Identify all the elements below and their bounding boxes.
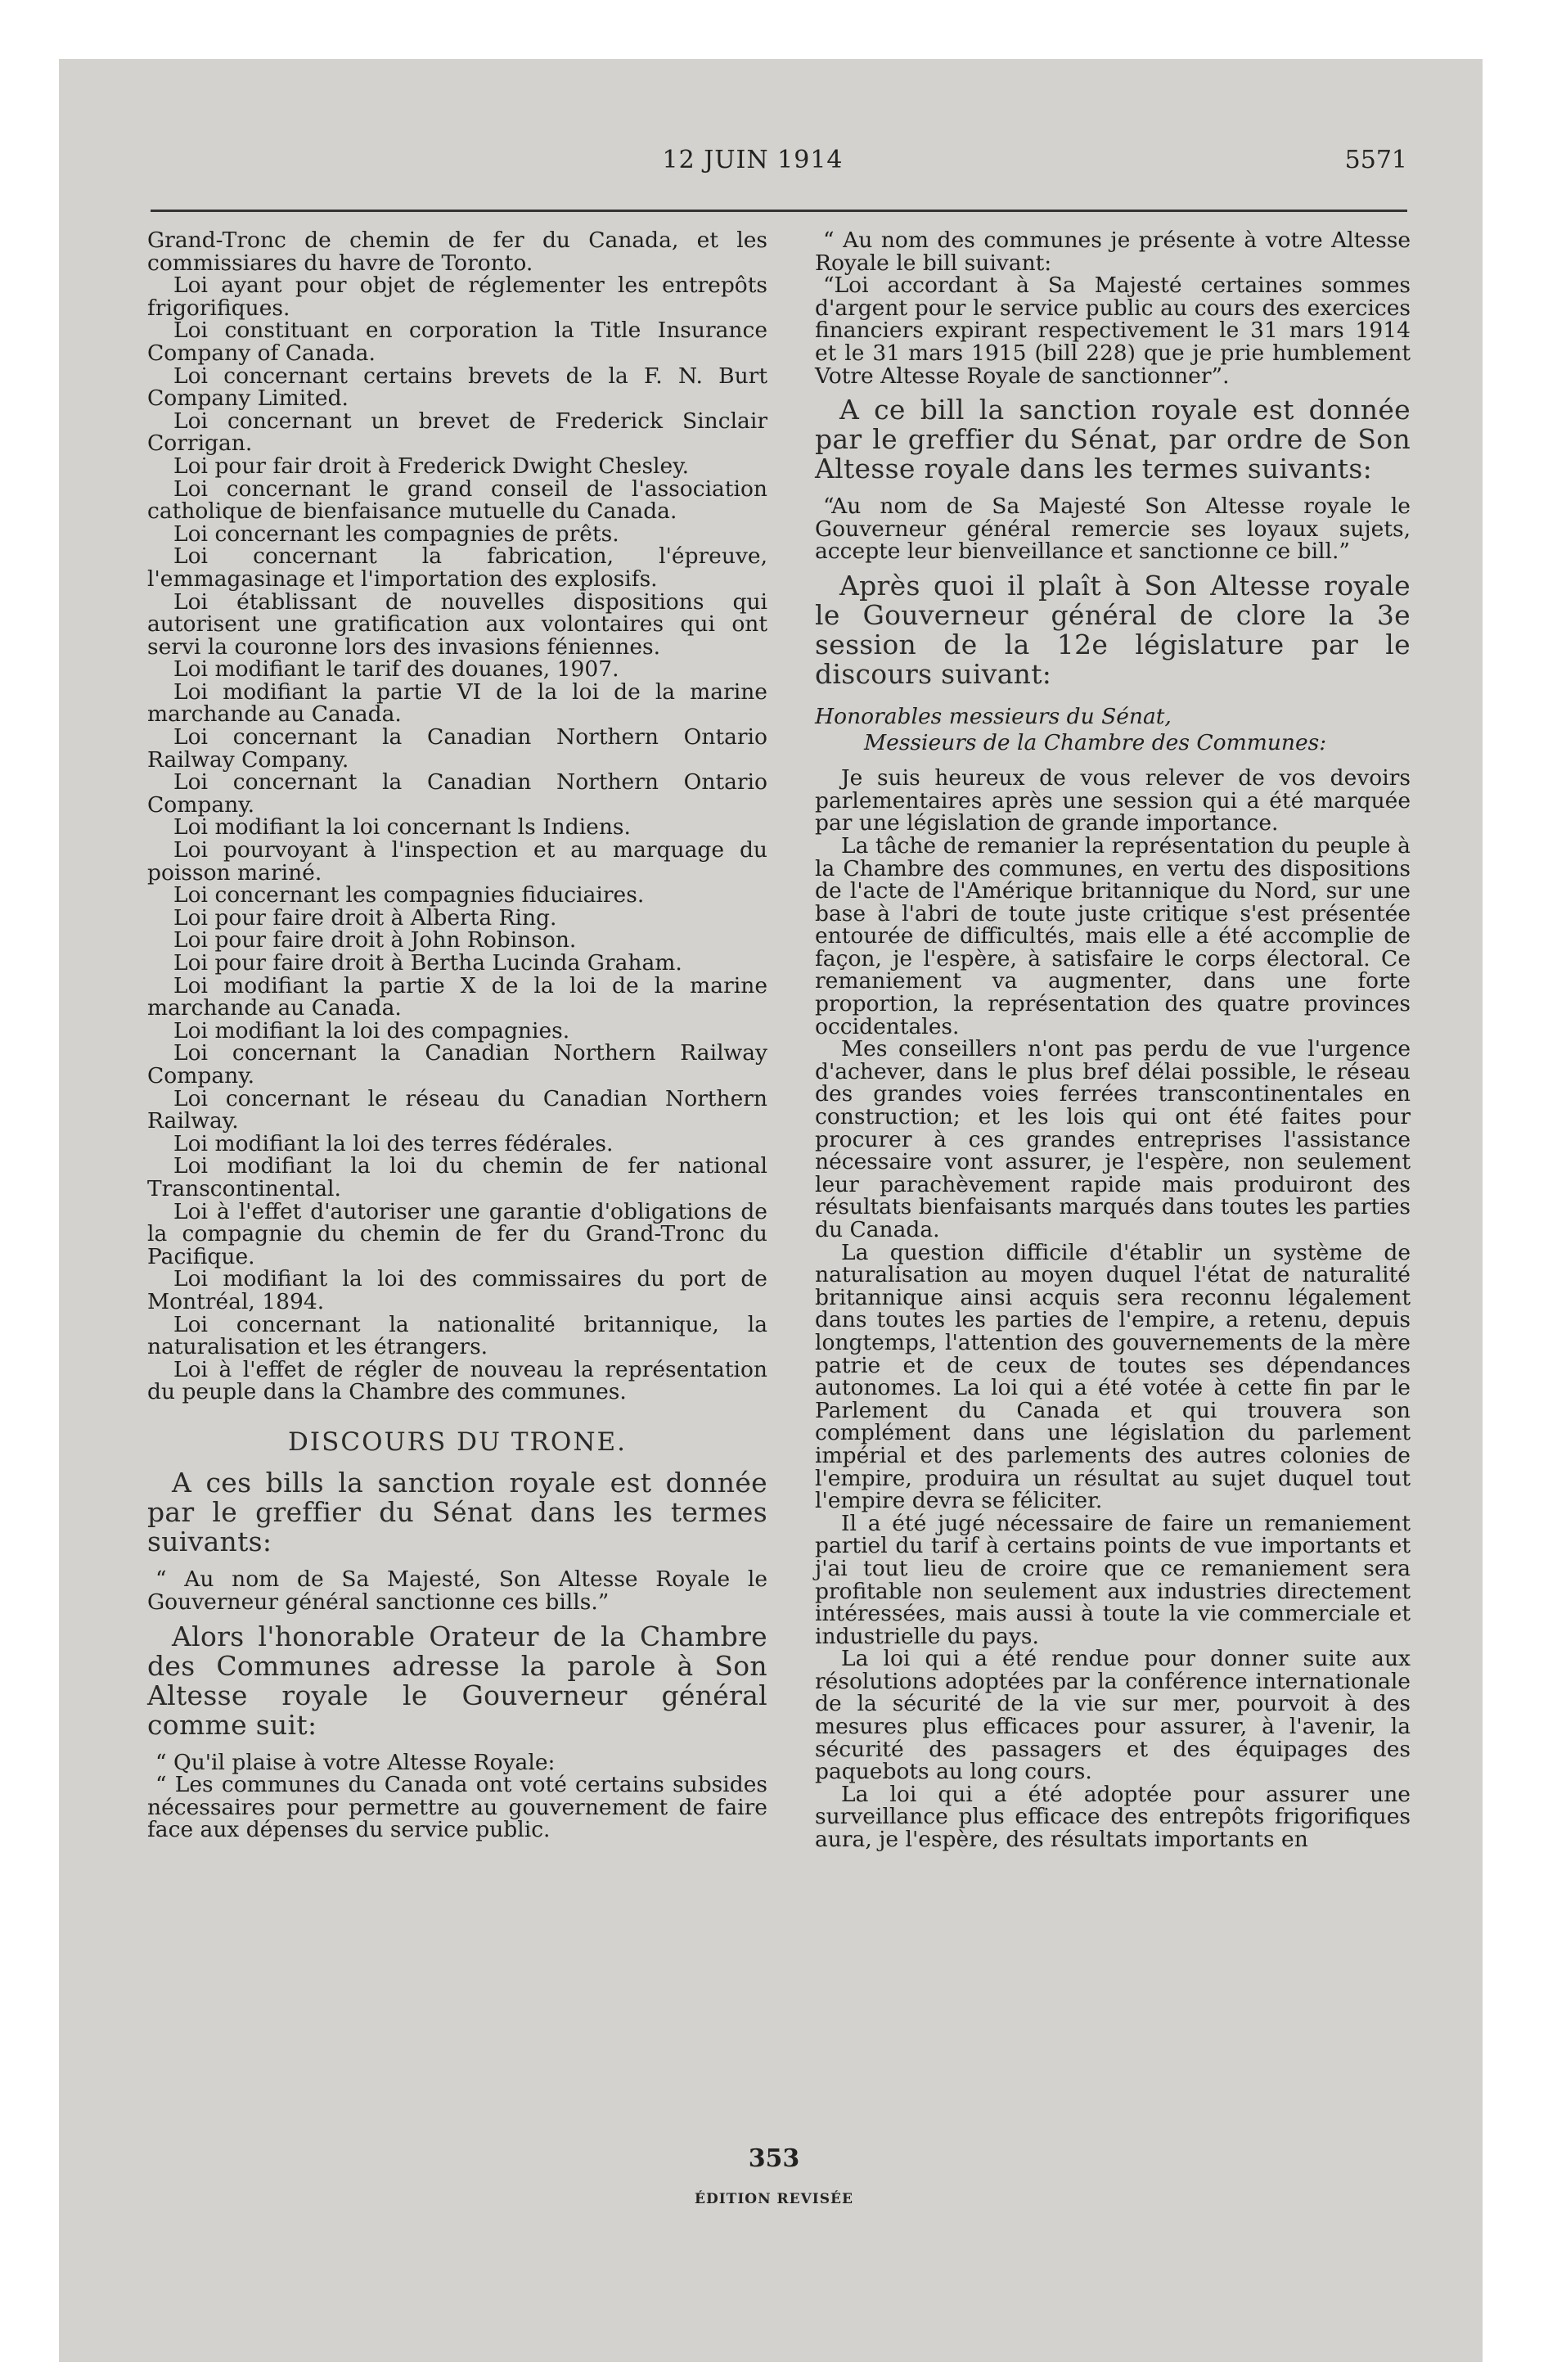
list-item: Loi constituant en corporation la Title Insurance Company of Canada.: [147, 318, 767, 366]
list-item: Loi concernant la Canadian Northern Railway Company.: [147, 1040, 767, 1089]
list-item: Loi concernant certains brevets de la F. N. Burt Company Limited.: [147, 363, 767, 412]
list-item: Loi modifiant la loi des terres fédérales.: [173, 1130, 614, 1156]
list-item: Loi pour faire droit à John Robinson.: [173, 927, 577, 953]
footer-edition: ÉDITION REVISÉE: [695, 2191, 853, 2207]
right-column: [815, 229, 1411, 1851]
list-item: Loi concernant les compagnies fiduciaires.: [173, 882, 645, 908]
sanction-quote: “ Au nom de Sa Majesté, Son Altesse Royale le Gouverneur général sanctionne ces bills.”: [147, 1566, 767, 1616]
list-item: Loi pour faire droit à Bertha Lucinda Graham.: [173, 950, 682, 976]
list-item: Loi modifiant la loi du chemin de fer national Transcontinental.: [147, 1153, 767, 1201]
speech-paragraph: La loi qui a été rendue pour donner suite aux résolutions adoptées par la conférence internationale de la sécurité de la vie sur mer, pourvoit à des mesures plus efficaces pour assurer, à l'avenir, la sécurité des passagers et des équipages des paquebots au long cours.: [815, 1646, 1411, 1785]
list-item: Loi modifiant la partie X de la loi de la marine marchande au Canada.: [147, 972, 767, 1021]
section-title: DISCOURS DU TRONE.: [288, 1427, 627, 1457]
address-communes: Messieurs de la Chambre des Communes:: [864, 729, 1327, 755]
list-item: Loi modifiant la loi des compagnies.: [173, 1017, 570, 1044]
list-item: Loi pour faire droit à Alberta Ring.: [173, 904, 557, 931]
speech-paragraph: La tâche de remanier la représentation du peuple à la Chambre des communes, en vertu des dispositions de l'acte de l'Amérique britannique du Nord, sur une base à l'abri de toute juste critique s'est présentée entourée de difficultés, mais elle a été accomplie de façon, je l'espère, à satisfaire le corps électoral. Ce remaniement va augmenter, dans une forte proportion, la représentation des quatre provinces occidentales.: [815, 832, 1411, 1039]
left-column: [147, 229, 767, 1841]
list-item: Loi modifiant la partie VI de la loi de la marine marchande au Canada.: [147, 678, 767, 728]
page-date: 12 JUIN 1914: [662, 146, 844, 174]
sanction-paragraph: A ces bills la sanction royale est donnée par le greffier du Sénat dans les termes suivants:: [147, 1467, 767, 1558]
list-item: Loi ayant pour objet de réglementer les entrepôts frigorifiques.: [147, 273, 767, 321]
list-item: Loi concernant la nationalité britannique, la naturalisation et les étrangers.: [147, 1311, 767, 1360]
page-header: [98, 146, 1407, 187]
bill-quote: “Loi accordant à Sa Majesté certaines sommes d'argent pour le service public au cours des exercices financiers expirant respectivement le 31 mars 1914 et le 31 mars 1915 (bill 228) que je prie humblement Votre Altesse Royale de sanctionner”.: [815, 273, 1411, 389]
list-item: Loi à l'effet de régler de nouveau la représentation du peuple dans la Chambre des communes.: [147, 1356, 767, 1405]
speech-paragraph: Je suis heureux de vous relever de vos devoirs parlementaires après une session qui a été marquée par une législation de grande importance.: [815, 765, 1411, 836]
list-item: Loi concernant un brevet de Frederick Sinclair Corrigan.: [147, 408, 767, 457]
subsides-quote: “ Les communes du Canada ont voté certains subsides nécessaires pour permettre au gouvernement de faire face aux dépenses du service public.: [147, 1772, 767, 1843]
header-rule: [151, 210, 1407, 212]
clore-paragraph: Après quoi il plaît à Son Altesse royale le Gouverneur général de clore la 3e session de la 12e législature par le discours suivant:: [815, 569, 1411, 690]
list-item: Loi pour fair droit à Frederick Dwight Chesley.: [173, 453, 690, 479]
address-senat: Honorables messieurs du Sénat,: [815, 703, 1172, 729]
speech-paragraph: Mes conseillers n'ont pas perdu de vue l'urgence d'achever, dans le plus bref délai possible, le réseau des grandes voies ferrées transcontinentales en construction; et les lois qui ont été faites pour procurer à ces grandes entreprises l'assistance nécessaire vont assurer, je l'espère, non seulement leur parachèvement rapide mais produiront des résultats bienfaisants marqués dans toutes les parties du Canada.: [815, 1036, 1411, 1242]
presentation-quote: “ Au nom des communes je présente à votre Altesse Royale le bill suivant:: [815, 228, 1411, 276]
list-item: Grand-Tronc de chemin de fer du Canada, et les commissiares du havre de Toronto.: [147, 228, 767, 276]
orateur-paragraph: Alors l'honorable Orateur de la Chambre des Communes adresse la parole à Son Altesse royale le Gouverneur général comme suit:: [147, 1620, 767, 1741]
list-item: Loi concernant le grand conseil de l'association catholique de bienfaisance mutuelle du Canada.: [147, 476, 767, 525]
list-item: Loi concernant la Canadian Northern Ontario Railway Company.: [147, 724, 767, 773]
footer-number: 353: [748, 2144, 800, 2173]
list-item: Loi concernant la Canadian Northern Ontario Company.: [147, 769, 767, 818]
speech-paragraph: La loi qui a été adoptée pour assurer une surveillance plus efficace des entrepôts frigorifiques aura, je l'espère, des résultats importants en: [815, 1781, 1411, 1853]
list-item: Loi modifiant la loi des commissaires du port de Montréal, 1894.: [147, 1266, 767, 1314]
speech-paragraph: Il a été jugé nécessaire de faire un remaniement partiel du tarif à certains points de vue importants et j'ai tout lieu de croire que ce remaniement sera profitable non seulement aux industries directement intéressées, mais aussi à toute la vie commerciale et industrielle du pays.: [815, 1510, 1411, 1649]
list-item: Loi concernant les compagnies de prêts.: [173, 521, 619, 547]
list-item: Loi établissant de nouvelles dispositions qui autorisent une gratification aux volontaires qui ont servi la couronne lors des invasions féniennes.: [147, 588, 767, 660]
list-item: Loi modifiant le tarif des douanes, 1907.: [173, 656, 619, 683]
list-item: Loi concernant la fabrication, l'épreuve, l'emmagasinage et l'importation des explosifs.: [147, 543, 767, 592]
sanction-quote: “Au nom de Sa Majesté Son Altesse royale le Gouverneur général remercie ses loyaux sujets, accepte leur bienveillance et sanctionne ce bill.”: [815, 494, 1411, 565]
address-quote: “ Qu'il plaise à votre Altesse Royale:: [155, 1749, 556, 1775]
speech-paragraph: La question difficile d'établir un système de naturalisation au moyen duquel l'état de naturalité britannique ainsi acquis sera reconnu légalement dans toutes les parties de l'empire, a retenu, depuis longtemps, l'attention des gouvernements de la mère patrie et de ceux de toutes ses dépendances autonomes. La loi qui a été votée à cette fin par le Parlement du Canada et qui trouvera son complément dans une législation du parlement impérial et des parlements des autres colonies de l'empire, produira un résultat au sujet duquel tout l'empire devra se féliciter.: [815, 1239, 1411, 1514]
list-item: Loi pourvoyant à l'inspection et au marquage du poisson mariné.: [147, 837, 767, 886]
page-number: 5571: [1344, 146, 1407, 174]
list-item: Loi modifiant la loi concernant ls Indiens.: [173, 814, 631, 841]
list-item: Loi concernant le réseau du Canadian Northern Railway.: [147, 1085, 767, 1134]
page-footer: [0, 2144, 1548, 2207]
list-item: Loi à l'effet d'autoriser une garantie d'obligations de la compagnie du chemin de fer du Grand-Tronc du Pacifique.: [147, 1198, 767, 1269]
sanction-paragraph: A ce bill la sanction royale est donnée par le greffier du Sénat, par ordre de Son Altesse royale dans les termes suivants:: [815, 394, 1411, 485]
